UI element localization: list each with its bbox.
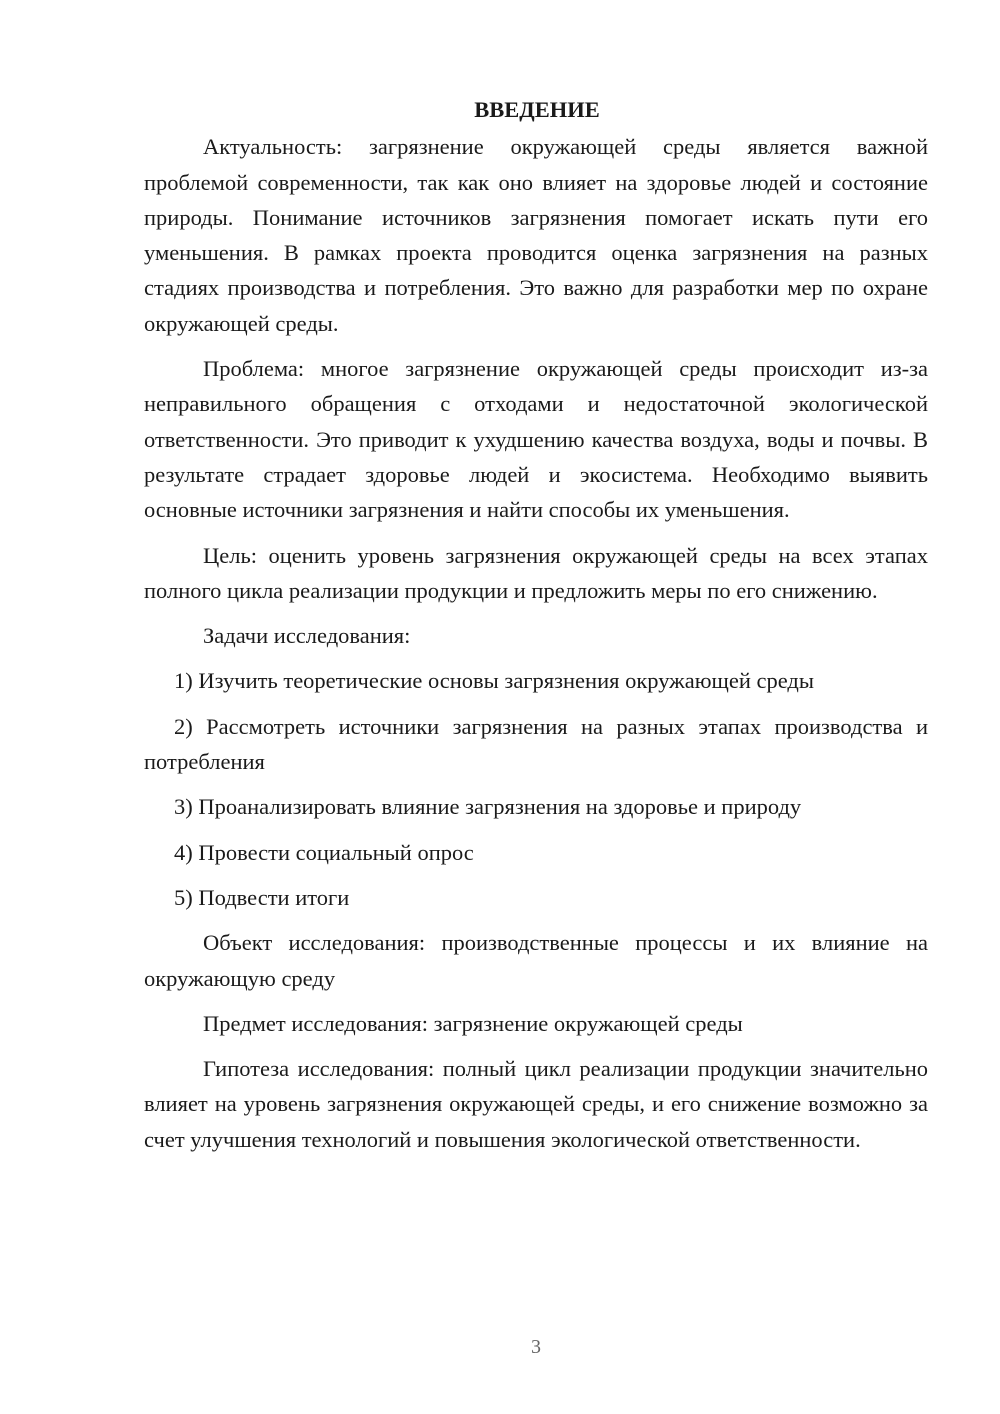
section-title: ВВЕДЕНИЕ: [474, 97, 600, 122]
paragraph-subject: Предмет исследования: загрязнение окружающей среды: [203, 1010, 743, 1036]
task-item-4: 4) Провести социальный опрос: [174, 839, 474, 865]
tasks-heading: Задачи исследования:: [203, 623, 411, 649]
task-item-2: 2) Рассмотреть источники загрязнения на разных этапах производства и потребления: [144, 713, 928, 775]
paragraph-hypothesis: Гипотеза исследования: полный цикл реализации продукции значительно влияет на уровень загрязнения окружающей среды, и его снижение возможно за счет улучшения технологий и повышения экологической ответственности.: [144, 1056, 928, 1152]
task-item-1: 1) Изучить теоретические основы загрязнения окружающей среды: [174, 668, 814, 694]
document-page: [144, 92, 928, 1167]
paragraph-problem: Проблема: многое загрязнение окружающей среды происходит из-за неправильного обращения с отходами и недостаточной экологической ответственности. Это приводит к ухудшению качества воздуха, воды и почвы. В результате страдает здоровье людей и экосистема. Необходимо выявить основные источники загрязнения и найти способы их уменьшения.: [144, 356, 928, 523]
task-item-3: 3) Проанализировать влияние загрязнения на здоровье и природу: [174, 794, 802, 820]
paragraph-relevance: Актуальность: загрязнение окружающей среды является важной проблемой современности, так как оно влияет на здоровье людей и состояние природы. Понимание источников загрязнения помогает искать пути его уменьшения. В рамках проекта проводится оценка загрязнения на разных стадиях производства и потребления. Это важно для разработки мер по охране окружающей среды.: [144, 134, 928, 336]
task-item-5: 5) Подвести итоги: [174, 884, 350, 910]
page-number: 3: [531, 1336, 541, 1358]
paragraph-goal: Цель: оценить уровень загрязнения окружающей среды на всех этапах полного цикла реализации продукции и предложить меры по его снижению.: [144, 542, 928, 603]
paragraph-object: Объект исследования: производственные процессы и их влияние на окружающую среду: [144, 930, 928, 991]
